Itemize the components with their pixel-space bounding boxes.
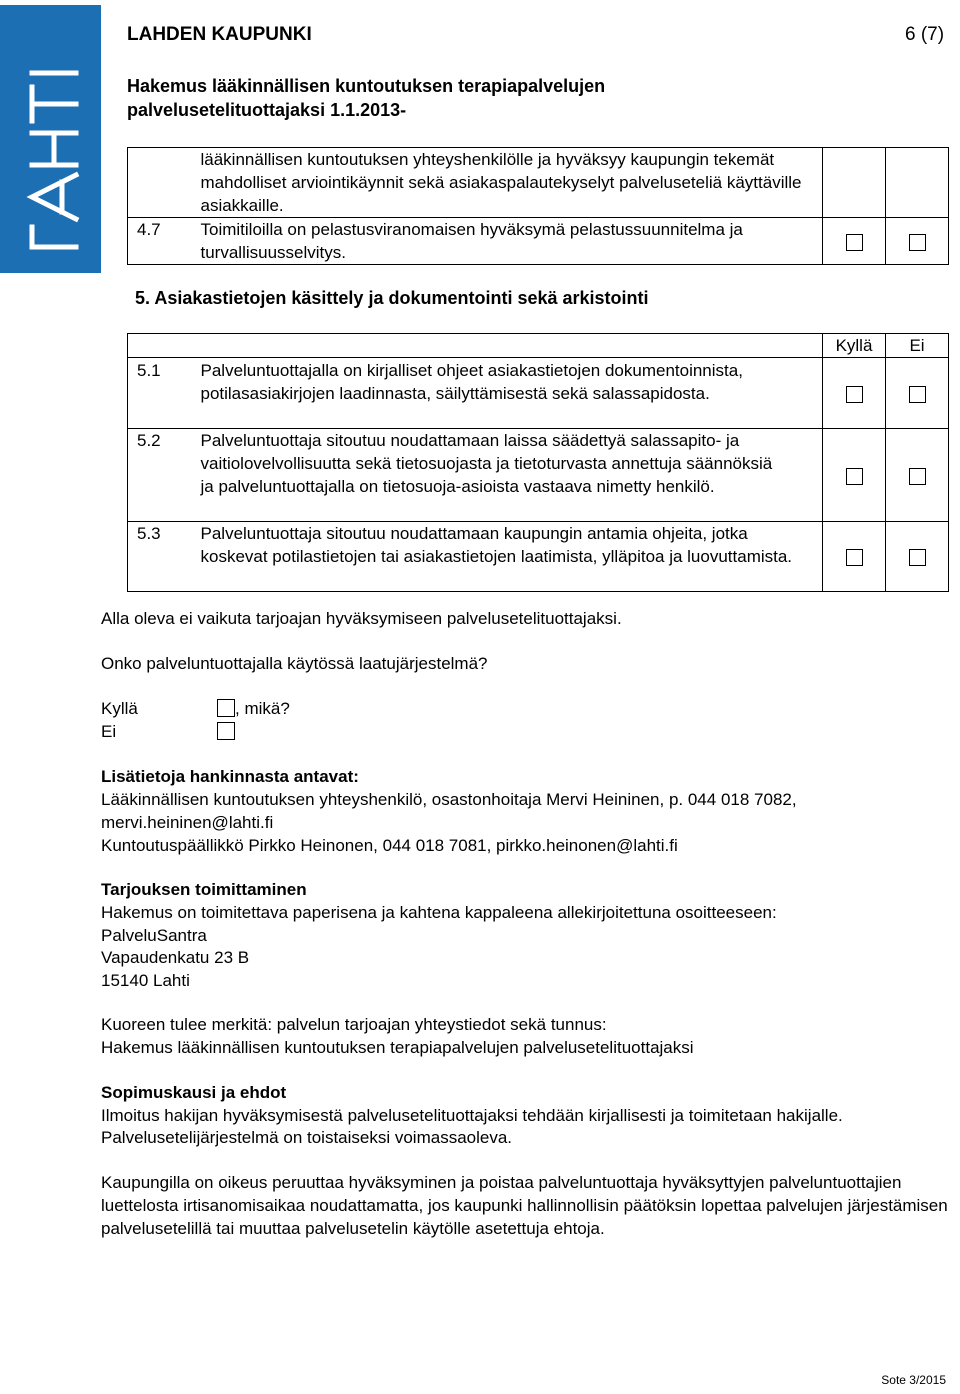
row-text: lääkinnällisen kuntoutuksen yhteyshenkilölle ja hyväksyy kaupungin tekemät mahdolliset arviointikäynnit sekä asiakaspalautekyselyt palveluseteliä käyttäville asiakkaille. [201, 148, 823, 218]
row-text: Palveluntuottajalla on kirjalliset ohjeet asiakastietojen dokumentoinnista, potilasasiakirjojen laadinnasta, säilyttämisestä sekä salassapidosta. [201, 358, 823, 429]
address-line: Vapaudenkatu 23 B [101, 948, 250, 967]
header-empty [128, 334, 201, 358]
lahti-logo [0, 5, 101, 273]
info-line: Lääkinnällisen kuntoutuksen yhteyshenkilö, osastonhoitaja Mervi Heininen, p. 044 018 7082, [101, 790, 797, 809]
footer-code: Sote 3/2015 [881, 1373, 946, 1387]
yes-cell [823, 429, 886, 522]
address-line: 15140 Lahti [101, 971, 190, 990]
quality-question: Onko palveluntuottajalla käytössä laatujärjestelmä? [101, 654, 488, 673]
row-text: Toimitiloilla on pelastusviranomaisen hyväksymä pelastussuunnitelma ja turvallisuusselvitys. [201, 218, 823, 265]
section4-table [127, 147, 949, 265]
info-line: Kuntoutuspäällikkö Pirkko Heinonen, 044 018 7081, pirkko.heinonen@lahti.fi [101, 836, 678, 855]
yes-checkbox[interactable] [846, 234, 863, 251]
quality-note: Alla oleva ei vaikuta tarjoajan hyväksymiseen palvelusetelituottajaksi. [101, 609, 622, 628]
submission-heading: Tarjouksen toimittaminen [101, 880, 307, 899]
quality-yes-checkbox[interactable] [217, 699, 235, 717]
page-number: 6 (7) [905, 24, 945, 45]
yes-checkbox[interactable] [846, 549, 863, 566]
yes-cell [823, 148, 886, 218]
yes-cell [823, 218, 886, 265]
row-text [201, 429, 823, 522]
address-line: PalveluSantra [101, 926, 207, 945]
no-cell [886, 522, 949, 592]
section5-heading: 5. Asiakastietojen käsittely ja dokumentointi sekä arkistointi [135, 288, 649, 308]
row-text-main: Palveluntuottaja sitoutuu noudattamaan laissa säädettyä salassapito- ja vaitiolovelvollisuutta sekä tietosuojasta ja tietoturvasta annettuja säännöksiä [200, 431, 773, 473]
quality-no-checkbox[interactable] [217, 722, 235, 740]
yes-checkbox[interactable] [846, 468, 863, 485]
quality-no-row [101, 720, 956, 743]
envelope-line: Hakemus lääkinnällisen kuntoutuksen terapiapalvelujen palvelusetelituottajaksi [101, 1038, 694, 1057]
quality-yes-label: Kyllä [101, 699, 138, 718]
table-row [128, 358, 949, 429]
contract-line: Ilmoitus hakijan hyväksymisestä palvelusetelituottajaksi tehdään kirjallisesti ja toimitetaan hakijalle. [101, 1106, 843, 1125]
lahti-logo-letters [0, 5, 101, 273]
quality-no-label: Ei [101, 722, 117, 741]
no-cell [886, 429, 949, 522]
envelope-line: Kuoreen tulee merkitä: palvelun tarjoajan yhteystiedot sekä tunnus: [101, 1015, 607, 1034]
row-number: 5.2 [128, 429, 201, 522]
organization-name: LAHDEN KAUPUNKI [127, 24, 312, 45]
no-checkbox[interactable] [909, 549, 926, 566]
table-row [128, 148, 949, 218]
column-no-header: Ei [886, 334, 949, 358]
yes-checkbox[interactable] [846, 386, 863, 403]
yes-cell [823, 522, 886, 592]
table-row [128, 522, 949, 592]
no-checkbox[interactable] [909, 386, 926, 403]
contract-heading: Sopimuskausi ja ehdot [101, 1083, 287, 1102]
row-number [128, 148, 201, 218]
quality-yes-suffix: , mikä? [235, 699, 290, 718]
row-text-extra: ja palveluntuottajalla on tietosuoja-asioista vastaava nimetty henkilö. [200, 477, 715, 496]
table-row [128, 429, 949, 522]
table-header-row [128, 334, 949, 358]
section5-table [127, 333, 949, 592]
info-heading: Lisätietoja hankinnasta antavat: [101, 767, 359, 786]
yes-cell [823, 358, 886, 429]
quality-yes-row [101, 697, 956, 720]
no-cell [886, 218, 949, 265]
no-cell [886, 148, 949, 218]
info-email: mervi.heininen@lahti.fi [101, 813, 274, 832]
contract-line: Palvelusetelijärjestelmä on toistaiseksi voimassaoleva. [101, 1128, 513, 1147]
submission-line: Hakemus on toimitettava paperisena ja kahtena kappaleena allekirjoitettuna osoitteeseen: [101, 903, 777, 922]
document-title: Hakemus lääkinnällisen kuntoutuksen terapiapalvelujen palvelusetelituottajaksi 1.1.2013- [127, 76, 606, 120]
no-cell [886, 358, 949, 429]
no-checkbox[interactable] [909, 468, 926, 485]
table-row [128, 218, 949, 265]
row-number: 5.3 [128, 522, 201, 592]
contract-paragraph: Kaupungilla on oikeus peruuttaa hyväksyminen ja poistaa palveluntuottaja hyväksyttyjen palveluntuottajien luettelosta irtisanomisaikaa noudattamatta, jos kaupunki hallinnollisin päätöksin lopettaa palvelujen järjestämisen palvelusetelillä tai muuttaa palvelusetelin käytölle asetettuja ehtoja. [101, 1173, 948, 1238]
column-yes-header: Kyllä [823, 334, 886, 358]
no-checkbox[interactable] [909, 234, 926, 251]
row-number: 5.1 [128, 358, 201, 429]
row-number: 4.7 [128, 218, 201, 265]
row-text: Palveluntuottaja sitoutuu noudattamaan kaupungin antamia ohjeita, jotka koskevat potilastietojen tai asiakastietojen laatimista, ylläpitoa ja luovuttamista. [201, 522, 823, 592]
header-empty [201, 334, 823, 358]
